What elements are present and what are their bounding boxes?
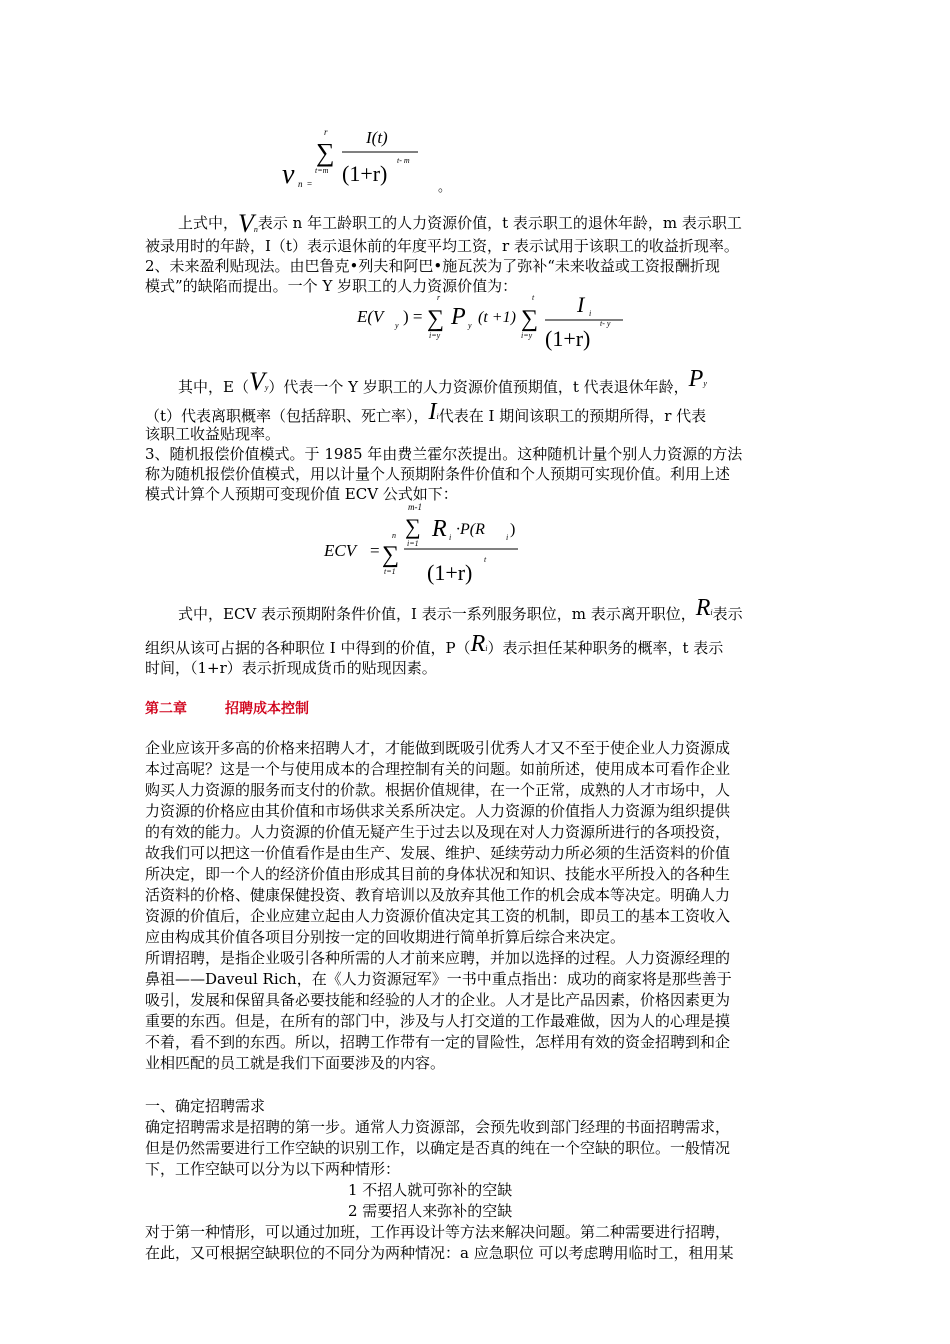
body-line-5: 的有效的能力。人力资源的价值无疑产生于过去以及现在对人力资源所进行的各项投资，: [145, 823, 731, 841]
body-line-6: 故我们可以把这一价值看作是由生产、发展、维护、延续劳动力所必须的生活资料的价值: [145, 844, 731, 862]
body-line-10: 应由构成其价值各项目分别按一定的回收期进行简单折算后综合来决定。: [145, 928, 626, 946]
f1-exponent: t- m: [397, 156, 410, 165]
formula-1: [280, 125, 470, 195]
f3-numerator-b-sub: i: [506, 533, 509, 542]
f1-lhs: v: [282, 159, 295, 190]
body-line-2: 本过高呢？这是一个与使用成本的合理控制有关的问题。如前所述，使用成本可看作企业: [145, 760, 731, 778]
p2-line1: 2、未来盈利贴现法。由巴鲁克•列夫和阿巴•施瓦茨为了弥补“未来收益或工资报酬折现: [145, 257, 720, 275]
body-line-15: 不着，看不到的东西。所以，招聘工作带有一定的冒险性，怎样用有效的资金招聘到和企: [145, 1033, 731, 1051]
inline-symbol-ri-2: Ri: [470, 631, 488, 657]
f1-denominator: (1+r): [342, 161, 388, 186]
body-line-8: 活资料的价格、健康保健投资、教育培训以及放弃其他工作的机会成本等决定。明确人力: [145, 886, 731, 904]
formula-3: [322, 500, 522, 590]
f2-denominator: (1+r): [545, 326, 591, 351]
f3-numerator-b: ·P(R: [456, 521, 485, 538]
p3-text-c: （t）代表离职概率（包括辞职、死亡率），: [145, 407, 429, 425]
f2-exponent: t- y: [600, 319, 611, 328]
p5-text-a: 式中，ECV 表示预期附条件价值，I 表示一系列服务职位，m 表示离开职位，: [178, 605, 696, 623]
chapter-title: 招聘成本控制: [225, 701, 309, 717]
body-line-7: 所决定，即一个人的经济价值由形成其目前的身体状况和知识、技能水平所投入的各种生: [145, 865, 731, 883]
chapter-number: 第二章: [145, 701, 187, 717]
f3-inner-top: m-1: [408, 502, 422, 512]
f3-numerator-c: ): [510, 521, 516, 538]
p4-line1: 3、随机报偿价值模式。于 1985 年由费兰霍尔茨提出。这种随机计量个别人力资源的方法: [145, 445, 743, 463]
section-line-7: 在此，又可根据空缺职位的不同分为两种情况：a 应急职位 可以考虑聘用临时工，租用某: [145, 1244, 734, 1262]
f1-numerator: I(t): [366, 128, 388, 147]
f1-lhs-sub: n: [298, 179, 303, 189]
f3-lhs: ECV: [324, 541, 357, 560]
f3-exponent: t: [484, 555, 487, 564]
f1-sum-top: r: [324, 127, 328, 137]
body-line-12: 鼻祖——Daveul Rich，在《人力资源冠军》一书中重点指出：成功的商家将是那些善于: [145, 970, 732, 988]
f1-eq: =: [307, 179, 313, 189]
body-line-9: 资源的价值后，企业应建立起由人力资源价值决定其工资的机制，即员工的基本工资收入: [145, 907, 731, 925]
f2-p-arg: (t +1): [478, 309, 516, 326]
inline-symbol-vn: Vn: [238, 209, 258, 238]
chapter-heading: [145, 698, 309, 718]
body-line-3: 购买人力资源的服务而支付的价款。根据价值规律，在一个正常，成熟的人才市场中，人: [145, 781, 731, 799]
f2-sum1-top: r: [437, 293, 441, 302]
f3-eq: =: [370, 541, 380, 560]
f2-sum2-top: t: [532, 293, 535, 302]
list-item-2: 2 需要招人来弥补的空缺: [348, 1202, 513, 1220]
section-line-1: 确定招聘需求是招聘的第一步。通常人力资源部，会预先收到部门经理的书面招聘需求，: [145, 1118, 731, 1136]
f2-sum2-sign: ∑: [521, 306, 539, 332]
p1-line2: 被录用时的年龄，I（t）表示退休前的年度平均工资，r 表示试用于该职工的收益折现率。: [145, 237, 739, 255]
p1-line1: [178, 210, 742, 236]
p1-text-a: 上式中，: [178, 214, 239, 232]
p5-text-d: ）表示担任某种职务的概率，t 表示: [487, 639, 724, 657]
body-line-13: 吸引，发展和保留具备必要技能和经验的人才的企业。人才是比产品因素，价格因素更为: [145, 991, 731, 1009]
p3-text-d: 代表在 I 期间该职工的预期所得，r 代表: [438, 407, 707, 425]
f2-num-sub: i: [589, 309, 592, 318]
f2-p-sub: y: [468, 321, 472, 330]
list-item-1: 1 不招人就可弥补的空缺: [348, 1181, 513, 1199]
f2-sum1-bottom: i=y: [429, 331, 441, 340]
section-heading-1: 一、确定招聘需求: [145, 1097, 266, 1115]
body-line-1: 企业应该开多高的价格来招聘人才，才能做到既吸引优秀人才又不至于使企业人力资源成: [145, 739, 731, 757]
p3-text-a: 其中，E（: [178, 378, 249, 396]
body-line-16: 业相匹配的员工就是我们下面要涉及的内容。: [145, 1054, 446, 1072]
p5-text-c: 组织从该可占据的各种职位 I 中得到的价值，P（: [145, 639, 471, 657]
inline-symbol-ii: Ii: [428, 399, 439, 425]
body-line-14: 重要的东西。但是，在所有的部门中，涉及与人打交道的工作最难做，因为人的心理是摸: [145, 1012, 731, 1030]
f3-numerator-a: R: [432, 516, 447, 542]
f2-sum1-sign: ∑: [427, 306, 445, 332]
p4-line3: 模式计算个人预期可变现价值 ECV 公式如下：: [145, 485, 458, 503]
f3-sum-bottom: t=1: [384, 567, 396, 576]
f2-p: P: [451, 304, 466, 330]
p5-line1: [178, 595, 743, 627]
f3-inner-sign: ∑: [405, 514, 421, 539]
f1-sum-sign: ∑: [316, 138, 335, 167]
body-line-11: 所谓招聘，是指企业吸引各种所需的人才前来应聘，并加以选择的过程。人力资源经理的: [145, 949, 731, 967]
f3-inner-bottom: i=1: [407, 539, 419, 548]
section-line-6: 对于第一种情形，可以通过加班，工作再设计等方法来解决问题。第二种需要进行招聘，: [145, 1223, 731, 1241]
f2-numerator: I: [577, 292, 585, 317]
section-line-3: 下，工作空缺可以分为以下两种情形：: [145, 1160, 401, 1178]
p3-text-b: ）代表一个 Y 岁职工的人力资源价值预期值，t 代表退休年龄，: [268, 378, 689, 396]
section-line-2: 但是仍然需要进行工作空缺的识别工作，以确定是否真的纯在一个空缺的职位。一般情况: [145, 1139, 731, 1157]
p4-line2: 称为随机报偿价值模式，用以计量个人预期附条件价值和个人预期可实现价值。利用上述: [145, 465, 731, 483]
f2-sum2-bottom: i=y: [521, 331, 533, 340]
f3-denominator: (1+r): [427, 560, 473, 585]
f1-tail: 。: [438, 179, 452, 194]
p5-line3: 时间，（1+r）表示折现成货币的贴现因素。: [145, 659, 437, 677]
f2-lhs-sub: y: [395, 321, 399, 330]
inline-symbol-py: Py: [688, 366, 707, 392]
f2-rhs-a: ) =: [403, 307, 423, 326]
f3-sum-top: n: [392, 531, 396, 540]
f3-sum-sign: ∑: [382, 542, 400, 568]
p2-line2: 模式”的缺陷而提出。一个 Y 岁职工的人力资源价值为：: [145, 277, 518, 295]
inline-symbol-vy: Vy: [248, 367, 269, 396]
p3-line1: [178, 366, 707, 400]
f2-lhs: E(V: [357, 307, 384, 326]
p1-text-b: 表示 n 年工龄职工的人力资源价值，t 表示职工的退休年龄，m 表示职工: [257, 214, 742, 232]
inline-symbol-ri-1: Ri: [695, 595, 713, 621]
f1-sum-bottom: t=m: [315, 166, 329, 175]
p5-text-b: 表示: [712, 605, 743, 623]
body-line-4: 力资源的价格应由其价值和市场供求关系所决定。人力资源的价值指人力资源为组织提供: [145, 802, 731, 820]
formula-2: [355, 290, 635, 352]
p3-line3: 该职工收益贴现率。: [145, 425, 281, 443]
f3-numerator-a-sub: i: [449, 533, 452, 542]
